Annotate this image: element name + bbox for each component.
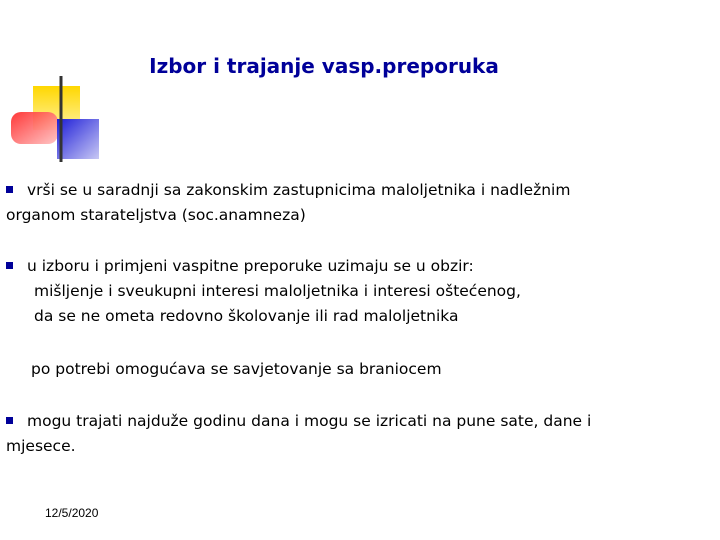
bullet-item-1 xyxy=(6,178,706,228)
title-decoration xyxy=(0,0,720,170)
bullet-item-2 xyxy=(6,254,706,329)
bullet-3-line-2: mjesece. xyxy=(6,437,76,455)
bullet-3-line-1: mogu trajati najduže godinu dana i mogu se izricati na pune sate, dane i xyxy=(27,412,592,430)
bullet-item-3 xyxy=(6,409,706,459)
bullet-2-line-3: da se ne ometa redovno školovanje ili rad maloljetnika xyxy=(34,307,459,325)
bullet-1-line-2: organom starateljstva (soc.anamneza) xyxy=(6,206,306,224)
bullet-2-line-1: u izboru i primjeni vaspitne preporuke uzimaju se u obzir: xyxy=(27,257,474,275)
square-bullet-icon xyxy=(6,262,13,269)
square-bullet-icon xyxy=(6,186,13,193)
bullet-2-line-2: mišljenje i sveukupni interesi maloljetnika i interesi oštećenog, xyxy=(34,282,521,300)
footer-date: 12/5/2020 xyxy=(45,506,99,520)
decor-red-shape xyxy=(11,112,58,144)
paragraph-counsel: po potrebi omogućava se savjetovanje sa braniocem xyxy=(31,360,442,378)
square-bullet-icon xyxy=(6,417,13,424)
slide-title: Izbor i trajanje vasp.preporuka xyxy=(149,54,499,78)
decor-blue-square xyxy=(57,119,99,159)
bullet-1-line-1: vrši se u saradnji sa zakonskim zastupnicima maloljetnika i nadležnim xyxy=(27,181,571,199)
